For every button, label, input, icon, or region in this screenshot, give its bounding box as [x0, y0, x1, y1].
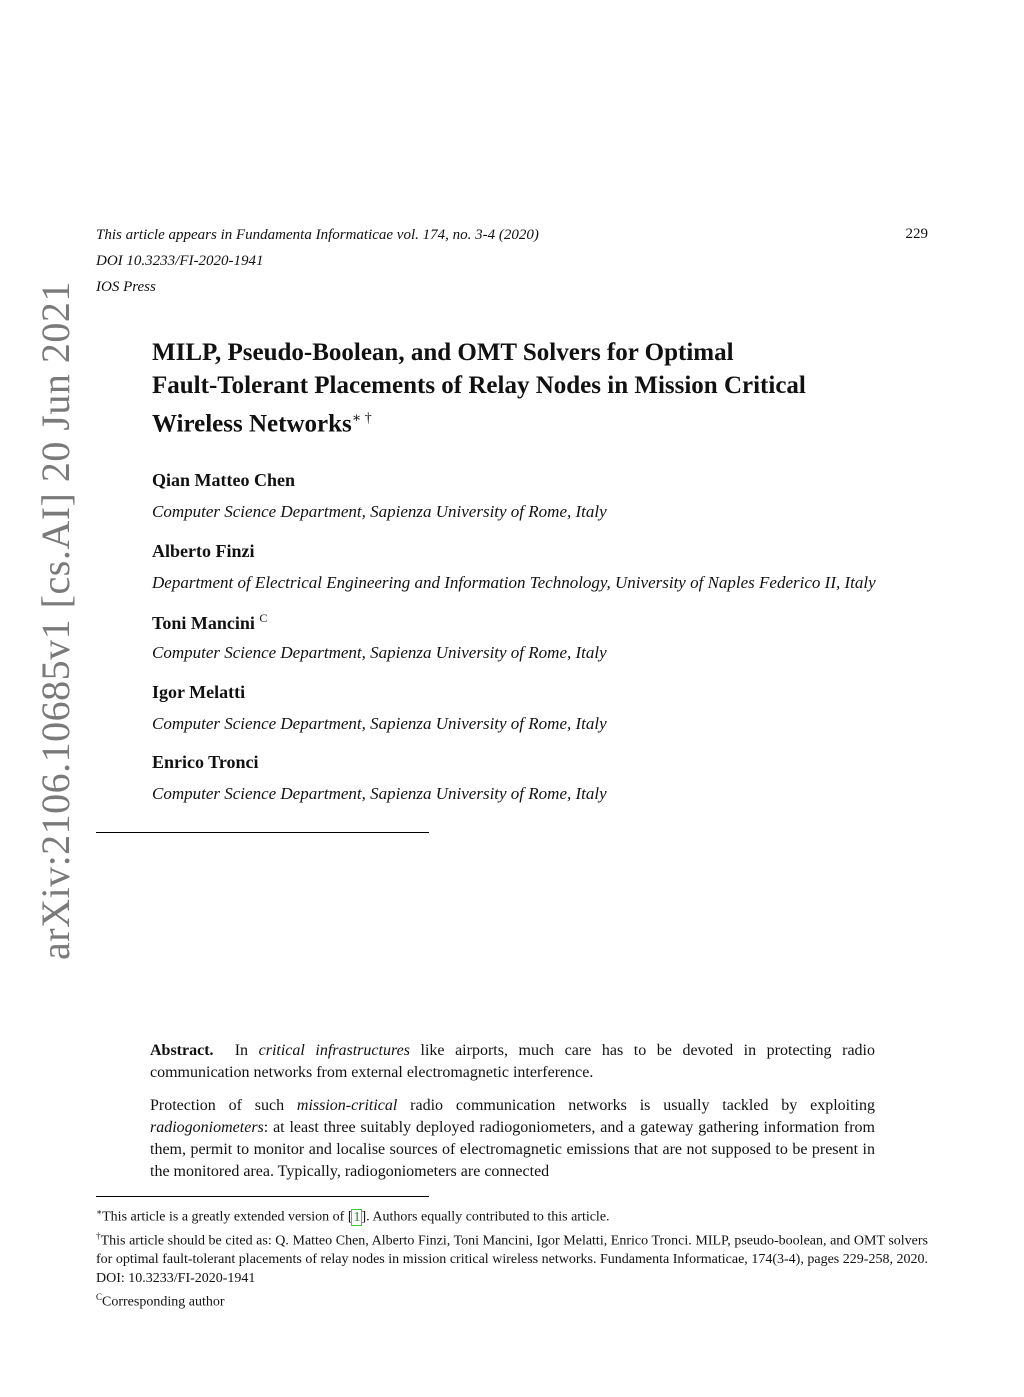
- journal-line: This article appears in Fundamenta Informaticae vol. 174, no. 3-4 (2020): [96, 227, 539, 243]
- footnote-text: This article should be cited as: Q. Matteo Chen, Alberto Finzi, Toni Mancini, Igor Melatti, Enrico Tronci. MILP, pseudo-boolean, and OMT solvers for optimal fault-tolerant placements of relay nodes in mission critical wireless networks. Fundamenta Informaticae, 174(3-4), pages 229-258, 2020. DOI: 10.3233/FI-2020-1941: [96, 1233, 928, 1287]
- abstract: [150, 1040, 875, 1194]
- footnote-text: ]. Authors equally contributed to this article.: [361, 1209, 610, 1225]
- author-affiliation: Computer Science Department, Sapienza University of Rome, Italy: [152, 784, 607, 803]
- author-name: [152, 682, 245, 703]
- paper-title: [152, 336, 912, 440]
- footnote-mark: †: [96, 1230, 101, 1241]
- footnote-1: [96, 1203, 928, 1227]
- abstract-paragraph-1: [150, 1040, 875, 1084]
- footnote-2: [96, 1227, 928, 1289]
- citation-link[interactable]: 1: [353, 1209, 361, 1225]
- title-line-3-text: Wireless Networks: [152, 410, 352, 438]
- abstract-text: Protection of such: [150, 1097, 297, 1114]
- title-line-2: Fault-Tolerant Placements of Relay Nodes in Mission Critical: [152, 372, 806, 399]
- author-affiliation: Department of Electrical Engineering and Information Technology, University of Naples Federico II, Italy: [152, 573, 876, 592]
- footnote-mark: ∗: [96, 1207, 103, 1217]
- footnotes: [96, 1203, 928, 1312]
- footnote-3: [96, 1288, 928, 1312]
- abstract-label: Abstract.: [150, 1042, 214, 1059]
- title-line-3: [152, 402, 912, 440]
- author-affiliation: Computer Science Department, Sapienza University of Rome, Italy: [152, 502, 607, 521]
- author-name-text: Igor Melatti: [152, 682, 246, 702]
- author-name: [152, 541, 254, 562]
- author-name-text: Qian Matteo Chen: [152, 470, 295, 490]
- author-name: [152, 611, 267, 634]
- doi-line: DOI 10.3233/FI-2020-1941: [96, 253, 264, 269]
- publisher-line: IOS Press: [96, 279, 156, 295]
- page-number: 229: [905, 226, 928, 242]
- author-name-text: Alberto Finzi: [152, 541, 255, 561]
- abstract-paragraph-2: [150, 1095, 875, 1183]
- abstract-emphasis: critical infrastructures: [258, 1042, 410, 1059]
- author-name: [152, 752, 259, 773]
- footnote-mark: C: [96, 1292, 103, 1303]
- title-footnote-marks: ∗ †: [351, 411, 372, 426]
- author-name-text: Toni Mancini: [152, 613, 255, 633]
- abstract-text: In: [234, 1042, 259, 1059]
- arxiv-stamp: arXiv:2106.10685v1 [cs.AI] 20 Jun 2021: [33, 281, 78, 960]
- abstract-text: : at least three suitably deployed radiogoniometers, and a gateway gathering information from them, permit to monitor and localise sources of electromagnetic emissions that are not supposed to be present in the monitored area. Typically, radiogoniometers are connected: [150, 1119, 875, 1180]
- author-name-text: Enrico Tronci: [152, 752, 259, 772]
- title-line-1: MILP, Pseudo-Boolean, and OMT Solvers for Optimal: [152, 339, 734, 366]
- corresponding-author-mark: C: [259, 611, 268, 625]
- author-affiliation: Computer Science Department, Sapienza University of Rome, Italy: [152, 714, 607, 733]
- author-affiliation: Computer Science Department, Sapienza University of Rome, Italy: [152, 643, 607, 662]
- footnote-text: This article is a greatly extended version of [: [102, 1209, 353, 1225]
- abstract-emphasis: mission-critical: [296, 1097, 398, 1114]
- abstract-emphasis: radiogoniometers: [150, 1119, 264, 1136]
- footnote-separator: [96, 1196, 429, 1197]
- abstract-text: radio communication networks is usually tackled by exploiting: [397, 1097, 875, 1114]
- authors-separator: [96, 832, 429, 833]
- abstract-text: like airports, much care has to be devoted in protecting radio communication networks from external electromagnetic interference.: [150, 1042, 876, 1081]
- author-name: [152, 470, 295, 491]
- footnote-text: Corresponding author: [102, 1294, 225, 1310]
